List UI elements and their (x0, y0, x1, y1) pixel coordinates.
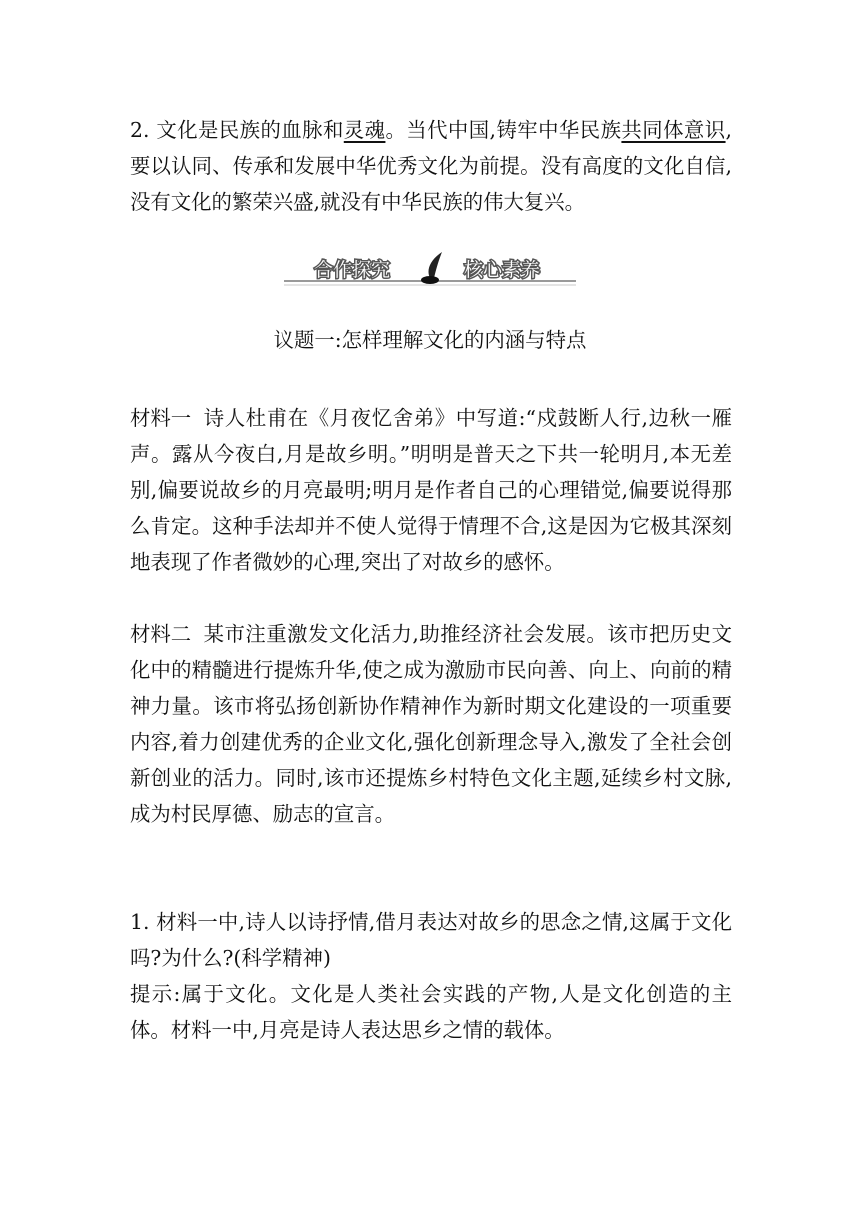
underlined-term-soul: 灵魂 (343, 118, 386, 142)
banner-left-text: 合作探究 (313, 260, 391, 281)
intro-text-a: 2. 文化是民族的血脉和 (130, 118, 344, 142)
material-one-text: 诗人杜甫在《月夜忆舍弟》中写道:“戍鼓断人行,边秋一雁声。露从今夜白,月是故乡明。”明明是普天之下共一轮明月,本无差别,偏要说故乡的月亮最明;明月是作者自己的心理错觉,偏要说得那么肯定。这种手法却并不使人觉得于情理不合,这是因为它极其深刻地表现了作者微妙的心理,突出了对故乡的感怀。 (130, 406, 732, 574)
banner-graphic (280, 248, 580, 288)
material-two-paragraph (130, 616, 732, 832)
material-two-label: 材料二 (130, 622, 192, 646)
topic-title: 议题一:怎样理解文化的内涵与特点 (273, 328, 587, 352)
intro-text-b: 。当代中国,铸牢中华民族 (385, 118, 622, 142)
intro-paragraph (130, 112, 732, 220)
ink-brush-icon (421, 252, 442, 284)
underlined-term-community: 共同体意识 (621, 118, 726, 142)
hint-one: 提示:属于文化。文化是人类社会实践的产物,人是文化创造的主体。材料一中,月亮是诗人表达思乡之情的载体。 (130, 982, 732, 1042)
material-one-paragraph (130, 400, 732, 580)
material-two-text: 某市注重激发文化活力,助推经济社会发展。该市把历史文化中的精髓进行提炼升华,使之成为激励市民向善、向上、向前的精神力量。该市将弘扬创新协作精神作为新时期文化建设的一项重要内容,着力创建优秀的企业文化,强化创新理念导入,激发了全社会创新创业的活力。同时,该市还提炼乡村特色文化主题,延续乡村文脉,成为村民厚德、励志的宣言。 (130, 622, 732, 826)
material-one-label: 材料一 (130, 406, 192, 430)
question-one: 1. 材料一中,诗人以诗抒情,借月表达对故乡的思念之情,这属于文化吗?为什么?(科学精神) (130, 910, 732, 970)
section-banner (280, 248, 580, 288)
intro-text-c: ,要以认同、传承和发展中华优秀文化为前提。没有高度的文化自信,没有文化的繁荣兴盛,就没有中华民族的伟大复兴。 (130, 118, 733, 214)
banner-right-text: 核心素养 (463, 260, 541, 281)
